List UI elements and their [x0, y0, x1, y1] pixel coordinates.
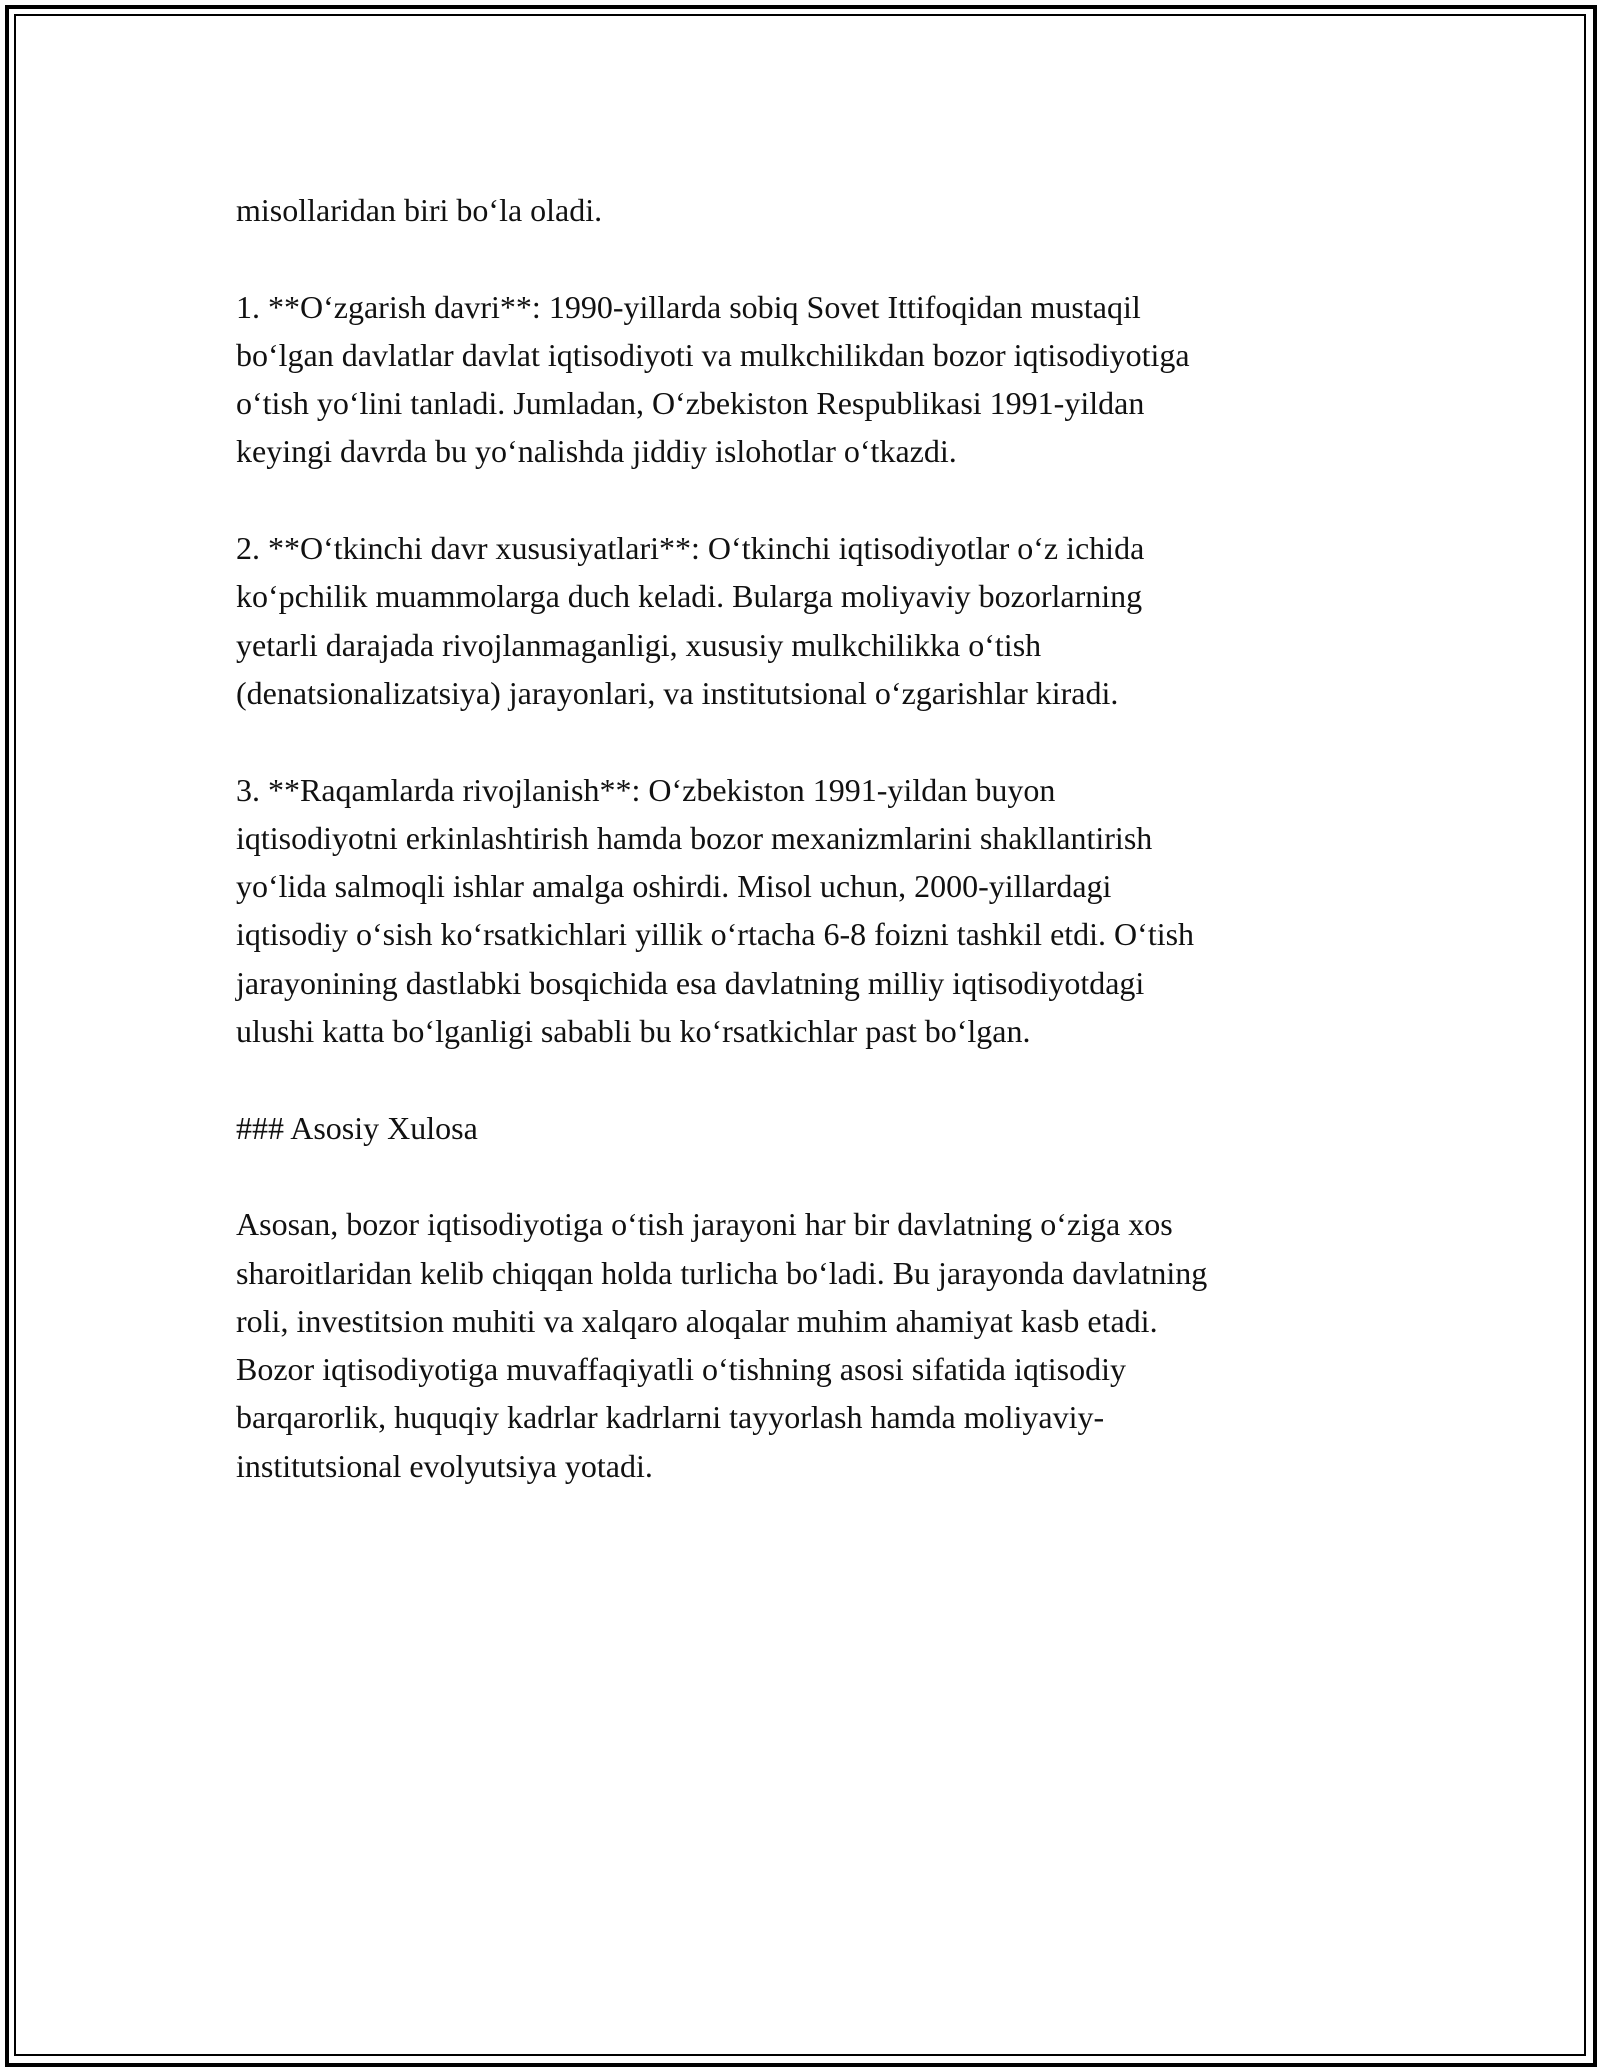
paragraph-conclusion: Asosan, bozor iqtisodiyotiga o‘tish jarayoni har bir davlatning o‘ziga xos sharoitlaridan kelib chiqqan holda turlicha bo‘ladi. Bu jarayonda davlatning roli, investitsion muhiti va xalqaro aloqalar muhim ahamiyat kasb etadi. Bozor iqtisodiyotiga muvaffaqiyatli o‘tishning asosi sifatida iqtisodiy barqarorlik, huquqiy kadrlar kadrlarni tayyorlash hamda moliyaviy- institutsional evolyutsiya yotadi.: [236, 1206, 1208, 1484]
list-item-ozgarish-davri: 1. **O‘zgarish davri**: 1990-yillarda sobiq Sovet Ittifoqidan mustaqil bo‘lgan davlatlar davlat iqtisodiyoti va mulkchilikdan bozor iqtisodiyotiga o‘tish yo‘lini tanladi. Jumladan, O‘zbekiston Respublikasi 1991-yildan keyingi davrda bu yo‘nalishda jiddiy islohotlar o‘tkazdi.: [236, 288, 1190, 470]
list-item-raqamlarda-rivojlanish: 3. **Raqamlarda rivojlanish**: O‘zbekiston 1991-yildan buyon iqtisodiyotni erkinlashtirish hamda bozor mexanizmlarini shakllantirish yo‘lida salmoqli ishlar amalga oshirdi. Misol uchun, 2000-yillardagi iqtisodiy o‘sish ko‘rsatkichlari yillik o‘rtacha 6-8 foizni tashkil etdi. O‘tish jarayonining dastlabki bosqichida esa davlatning milliy iqtisodiyotdagi ulushi katta bo‘lganligi sababli bu ko‘rsatkichlar past bo‘lgan.: [236, 771, 1195, 1050]
list-item-otkinchi-davr: 2. **O‘tkinchi davr xususiyatlari**: O‘tkinchi iqtisodiyotlar o‘z ichida ko‘pchilik muammolarga duch keladi. Bularga moliyaviy bozorlarning yetarli darajada rivojlanmaganligi, xususiy mulkchilikka o‘tish (denatsionalizatsiya) jarayonlari, va institutsional o‘zgarishlar kiradi.: [236, 530, 1145, 711]
paragraph-continuation: misollaridan biri bo‘la oladi.: [236, 192, 603, 228]
section-heading: ### Asosiy Xulosa: [236, 1109, 478, 1146]
document-body: [236, 186, 1366, 1490]
